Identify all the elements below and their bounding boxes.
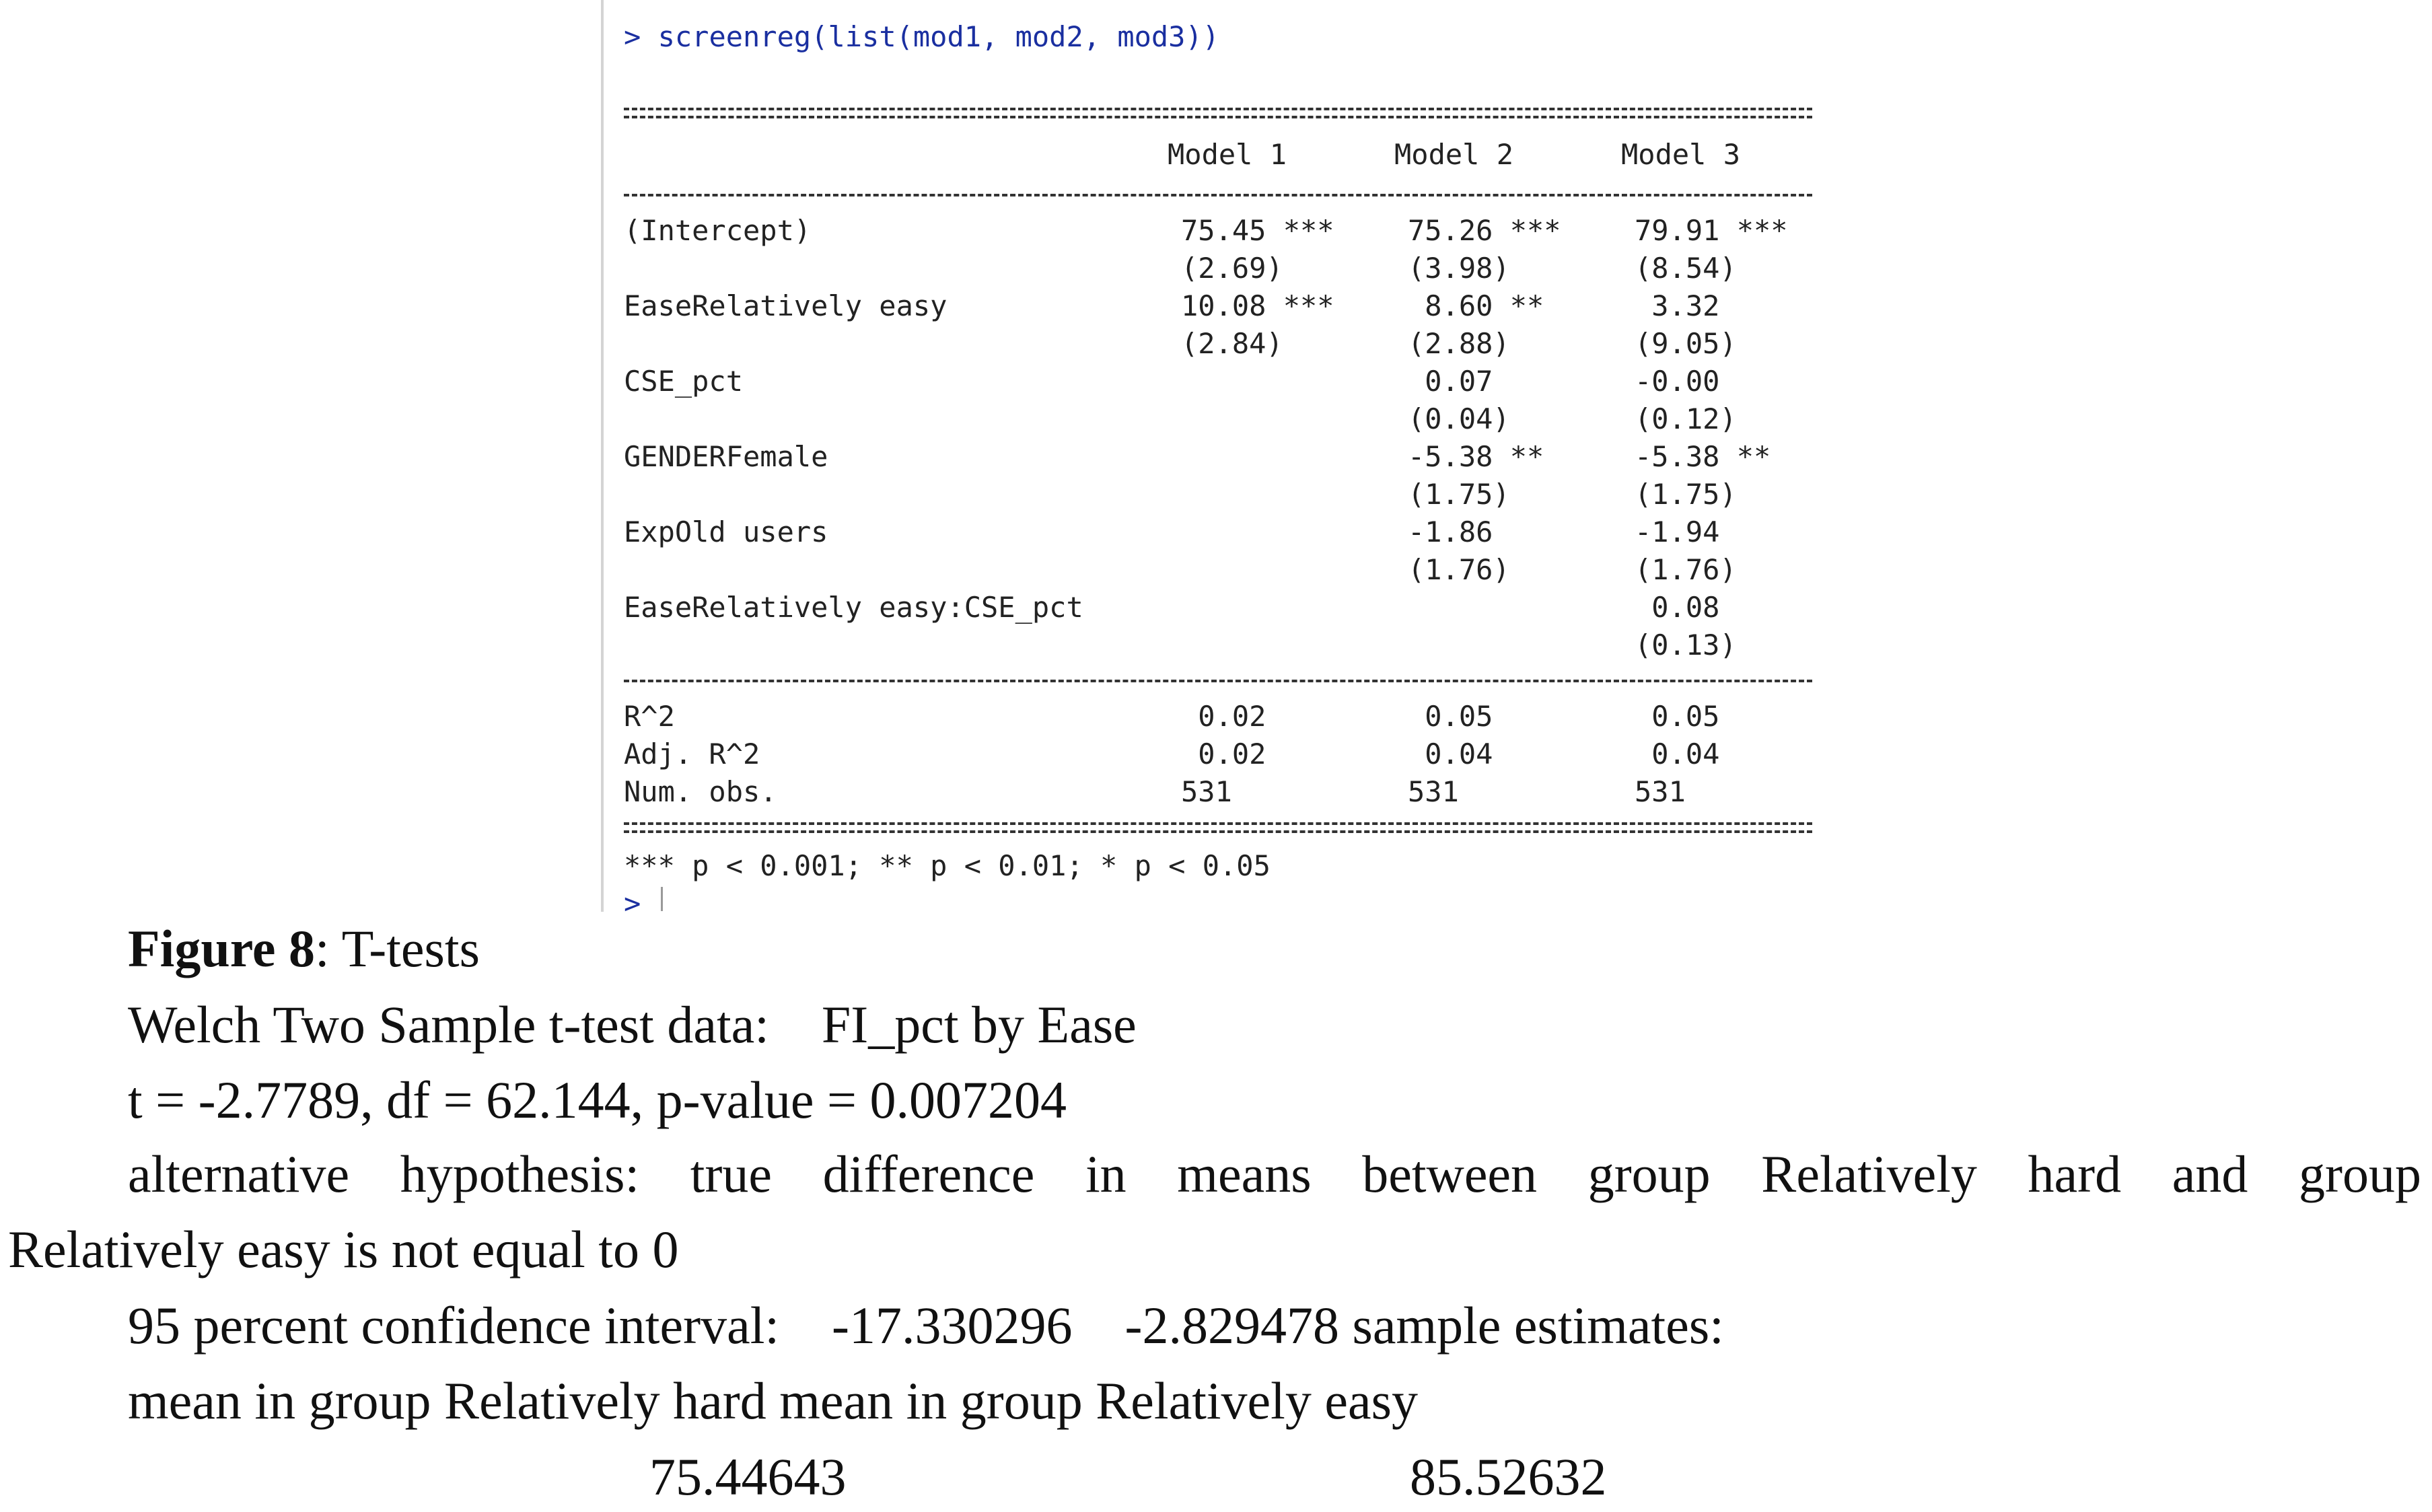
stderr-row-model-2-value: (3.98) bbox=[1408, 252, 1510, 285]
column-header-model-1: Model 1 bbox=[1168, 138, 1287, 171]
stat-row-label: Adj. R^2 bbox=[624, 737, 760, 770]
coef-row-model-2-value: 75.26 *** bbox=[1408, 214, 1561, 247]
coef-row-model-3-value: 79.91 *** bbox=[1635, 214, 1788, 247]
significance-footnote: *** p < 0.001; ** p < 0.01; * p < 0.05 bbox=[624, 849, 1271, 882]
console-cursor bbox=[661, 887, 663, 911]
stat-row-model-3-value: 531 bbox=[1635, 775, 1686, 808]
stat-row-model-2-value: 531 bbox=[1408, 775, 1459, 808]
stderr-row-model-3-value: (0.12) bbox=[1635, 402, 1737, 435]
stat-row-model-2-value: 0.05 bbox=[1408, 700, 1493, 733]
stderr-row-model-3-value: (0.13) bbox=[1635, 628, 1737, 661]
stderr-row-model-3-value: (1.76) bbox=[1635, 553, 1737, 586]
console-end-prompt: > bbox=[624, 887, 641, 920]
coef-row-label: EaseRelatively easy:CSE_pct bbox=[624, 591, 1083, 624]
table-top-double-rule bbox=[624, 108, 1812, 118]
stderr-row-model-2-value: (1.75) bbox=[1408, 478, 1510, 511]
stderr-row-model-1-value: (2.69) bbox=[1181, 252, 1283, 285]
stat-row-label: Num. obs. bbox=[624, 775, 777, 808]
coef-row-model-3-value: -1.94 bbox=[1635, 515, 1720, 548]
stderr-row-model-2-value: (2.88) bbox=[1408, 327, 1510, 360]
alternative-hypothesis-line: alternative hypothesis: true difference in means between group Relatively hard and group bbox=[128, 1145, 2421, 1203]
table-bottom-double-rule bbox=[624, 822, 1812, 833]
stderr-row-model-3-value: (9.05) bbox=[1635, 327, 1737, 360]
stat-row-label: R^2 bbox=[624, 700, 675, 733]
stat-row-model-2-value: 0.04 bbox=[1408, 737, 1493, 770]
console-prompt: > bbox=[624, 20, 641, 53]
stat-row-model-1-value: 0.02 bbox=[1181, 700, 1266, 733]
coef-row-model-2-value: 8.60 ** bbox=[1408, 289, 1544, 322]
console-command-line bbox=[624, 20, 1219, 53]
figure-caption bbox=[128, 919, 480, 979]
group-means-header: mean in group Relatively hard mean in group Relatively easy bbox=[128, 1371, 1418, 1430]
stat-row-model-1-value: 531 bbox=[1181, 775, 1232, 808]
stderr-row-model-1-value: (2.84) bbox=[1181, 327, 1283, 360]
column-header-model-2: Model 2 bbox=[1394, 138, 1514, 171]
coef-row-model-3-value: -5.38 ** bbox=[1635, 440, 1771, 473]
stat-row-model-3-value: 0.05 bbox=[1635, 700, 1720, 733]
coef-row-model-1-value: 10.08 *** bbox=[1181, 289, 1334, 322]
table-header-rule bbox=[624, 194, 1812, 196]
stderr-row-model-3-value: (1.75) bbox=[1635, 478, 1737, 511]
coef-row-label: EaseRelatively easy bbox=[624, 289, 947, 322]
alternative-hypothesis-continued: Relatively easy is not equal to 0 bbox=[8, 1220, 679, 1279]
stderr-row-model-2-value: (0.04) bbox=[1408, 402, 1510, 435]
table-stats-rule bbox=[624, 680, 1812, 682]
confidence-interval-line: 95 percent confidence interval: -17.330296 -2.829478 sample estimates: bbox=[128, 1296, 1724, 1355]
stat-row-model-1-value: 0.02 bbox=[1181, 737, 1266, 770]
coef-row-label: GENDERFemale bbox=[624, 440, 828, 473]
stat-row-model-3-value: 0.04 bbox=[1635, 737, 1720, 770]
mean-relatively-easy: 85.52632 bbox=[1410, 1447, 1607, 1506]
coef-row-label: CSE_pct bbox=[624, 365, 744, 398]
mean-relatively-hard: 75.44643 bbox=[649, 1447, 847, 1506]
stderr-row-model-2-value: (1.76) bbox=[1408, 553, 1510, 586]
coef-row-model-1-value: 75.45 *** bbox=[1181, 214, 1334, 247]
coef-row-label: ExpOld users bbox=[624, 515, 828, 548]
figure-caption-text: : T-tests bbox=[315, 919, 480, 978]
figure-label: Figure 8 bbox=[128, 919, 316, 978]
coef-row-model-2-value: 0.07 bbox=[1408, 365, 1493, 398]
coef-row-label: (Intercept) bbox=[624, 214, 812, 247]
stderr-row-model-3-value: (8.54) bbox=[1635, 252, 1737, 285]
column-header-model-3: Model 3 bbox=[1621, 138, 1741, 171]
coef-row-model-3-value: -0.00 bbox=[1635, 365, 1720, 398]
coef-row-model-2-value: -1.86 bbox=[1408, 515, 1493, 548]
r-console-screenshot bbox=[601, 0, 1832, 920]
ttest-header-line: Welch Two Sample t-test data: FI_pct by Ease bbox=[128, 995, 1137, 1054]
coef-row-model-2-value: -5.38 ** bbox=[1408, 440, 1544, 473]
coef-row-model-3-value: 0.08 bbox=[1635, 591, 1720, 624]
ttest-statistic-line: t = -2.7789, df = 62.144, p-value = 0.007204 bbox=[128, 1071, 1067, 1129]
console-command: screenreg(list(mod1, mod2, mod3)) bbox=[657, 20, 1220, 53]
coef-row-model-3-value: 3.32 bbox=[1635, 289, 1720, 322]
